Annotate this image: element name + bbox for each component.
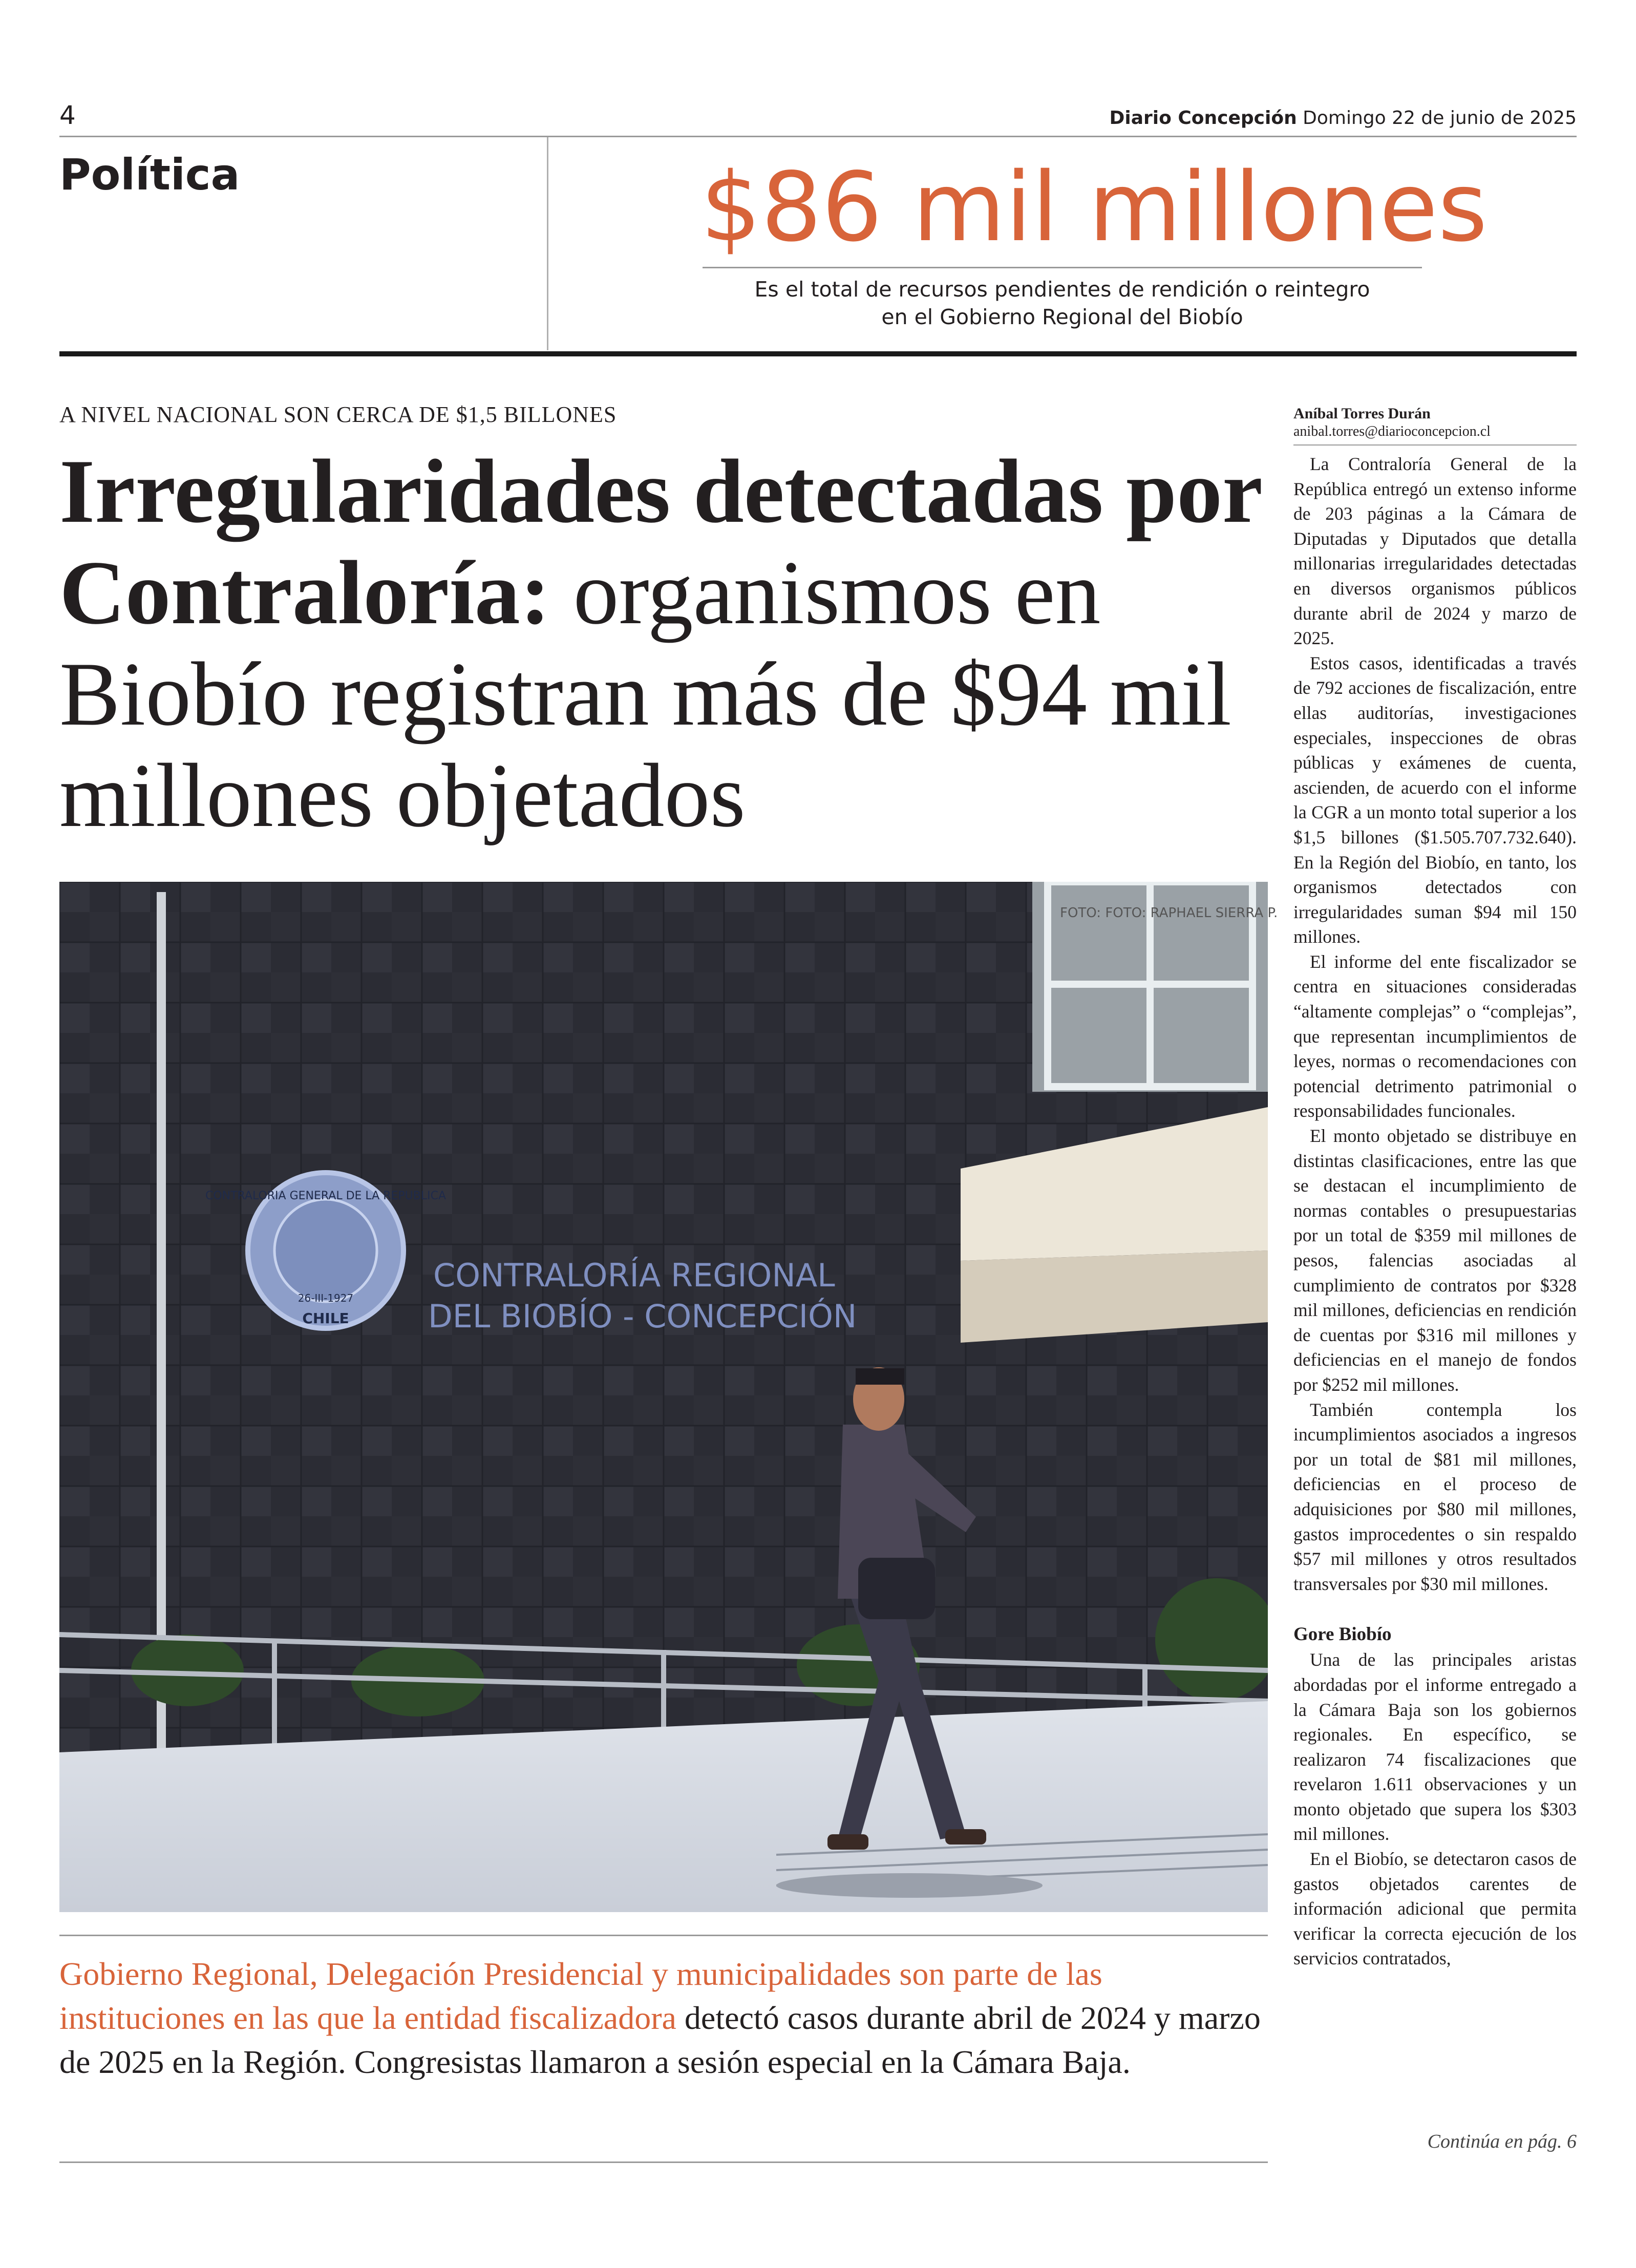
seal-date: 26-III-1927 bbox=[298, 1292, 354, 1304]
highlight-figure: $86 mil millones bbox=[700, 152, 1488, 263]
byline-rule bbox=[1293, 444, 1577, 446]
author-name: Aníbal Torres Durán bbox=[1293, 405, 1431, 422]
continue-note: Continúa en pág. 6 bbox=[1427, 2131, 1577, 2152]
paragraph: En el Biobío, se detectaron casos de gastos objetados carentes de información adicional que permita verificar la correcta ejecución de los servicios contratados, bbox=[1293, 1849, 1577, 1969]
paragraph: Una de las principales aristas abordadas por el informe entregado a la Cámara Baja son los gobiernos regionales. En específico, se realizaron 74 fiscalizaciones que revelaron 1.611 observaciones y un monto objetado que supera los $303 mil millones. bbox=[1293, 1649, 1577, 1845]
highlight-rule bbox=[703, 267, 1422, 268]
headline-regular: organismos en Biobío registran más de $94 mil millones objetados bbox=[59, 542, 1231, 846]
article-photo bbox=[59, 882, 1268, 1912]
caption-highlight: Gobierno Regional, Delegación Presidencial y municipalidades son parte de las instituciones en las que la entidad fiscalizadora bbox=[59, 1956, 1102, 2036]
paragraph: Estos casos, identificadas a través de 792 acciones de fiscalización, entre ellas auditorías, investigaciones especiales, inspecciones de obras públicas y exámenes de cuenta, ascienden, de acuerdo con el informe la CGR a un monto total superior a los $1,5 billones ($1.505.707.732.640). En la Región del Biobío, en tanto, los organismos detectados con irregularidades suman $94 mil 150 millones. bbox=[1293, 652, 1577, 947]
header-divider bbox=[547, 137, 548, 350]
highlight-caption-line1: Es el total de recursos pendientes de rendición o reintegro bbox=[754, 277, 1370, 302]
wall-sign-line1: CONTRALORÍA REGIONAL bbox=[433, 1257, 835, 1294]
page-number: 4 bbox=[59, 100, 76, 130]
headline bbox=[59, 440, 1288, 846]
paragraph: El monto objetado se distribuye en distintas clasificaciones, entre las que se destacan el incumplimiento de normas contables o presupuestarias por un total de $359 mil millones de pesos, falencias asociadas al cumplimiento de contratos por $328 mil millones, deficiencias en rendición de cuentas por $316 mil millones y deficiencias en el manejo de fondos por $252 mil millones. bbox=[1293, 1126, 1577, 1395]
article-body bbox=[1293, 452, 1577, 1971]
highlight-caption-line2: en el Gobierno Regional del Biobío bbox=[881, 305, 1243, 329]
wall-sign-line2: DEL BIOBÍO - CONCEPCIÓN bbox=[428, 1298, 857, 1335]
byline bbox=[1293, 405, 1577, 440]
seal-country: CHILE bbox=[302, 1310, 349, 1327]
caption-rule bbox=[59, 1935, 1268, 1936]
masthead bbox=[1109, 108, 1577, 129]
section-title: Política bbox=[59, 150, 240, 200]
header-rule bbox=[59, 136, 1577, 137]
photo-credit: FOTO: FOTO: RAPHAEL SIERRA P. bbox=[1060, 905, 1278, 921]
subhead: Gore Biobío bbox=[1293, 1624, 1392, 1645]
headline-bold: Irregularidades detectadas por Contraloría: bbox=[59, 440, 1261, 643]
paragraph: La Contraloría General de la República entregó un extenso informe de 203 páginas a la Cámara de Diputadas y Diputados que detalla millonarias irregularidades detectadas en diversos organismos públicos durante abril de 2024 y marzo de 2025. bbox=[1293, 454, 1577, 649]
paragraph: También contempla los incumplimientos asociados a ingresos por un total de $81 mil millones, deficiencias en el proceso de adquisiciones por $80 mil millones, gastos improcedentes o sin respaldo $57 mil millones y otros resultados transversales por $30 mil millones. bbox=[1293, 1399, 1577, 1594]
paper-name: Diario Concepción bbox=[1109, 108, 1297, 129]
caption-bottom-rule bbox=[59, 2161, 1268, 2163]
caption-rest: detectó casos durante abril de 2024 y marzo de 2025 en la Región. Congresistas llamaron a sesión especial en la Cámara Baja. bbox=[59, 2000, 1261, 2080]
author-email: anibal.torres@diarioconcepcion.cl bbox=[1293, 423, 1491, 439]
paragraph: El informe del ente fiscalizador se centra en situaciones consideradas “altamente complejas” o “complejas”, que representan incumplimientos de leyes, normas o recomendaciones con potencial detrimento patrimonial o responsabilidades funcionales. bbox=[1293, 951, 1577, 1121]
photo-caption bbox=[59, 1952, 1268, 2084]
highlight-caption bbox=[703, 275, 1422, 331]
kicker: A NIVEL NACIONAL SON CERCA DE $1,5 BILLONES bbox=[59, 402, 617, 427]
issue-date: Domingo 22 de junio de 2025 bbox=[1303, 108, 1577, 129]
header-thick-rule bbox=[59, 351, 1577, 356]
seal-text: CONTRALORIA GENERAL DE LA REPUBLICA bbox=[205, 1190, 447, 1202]
